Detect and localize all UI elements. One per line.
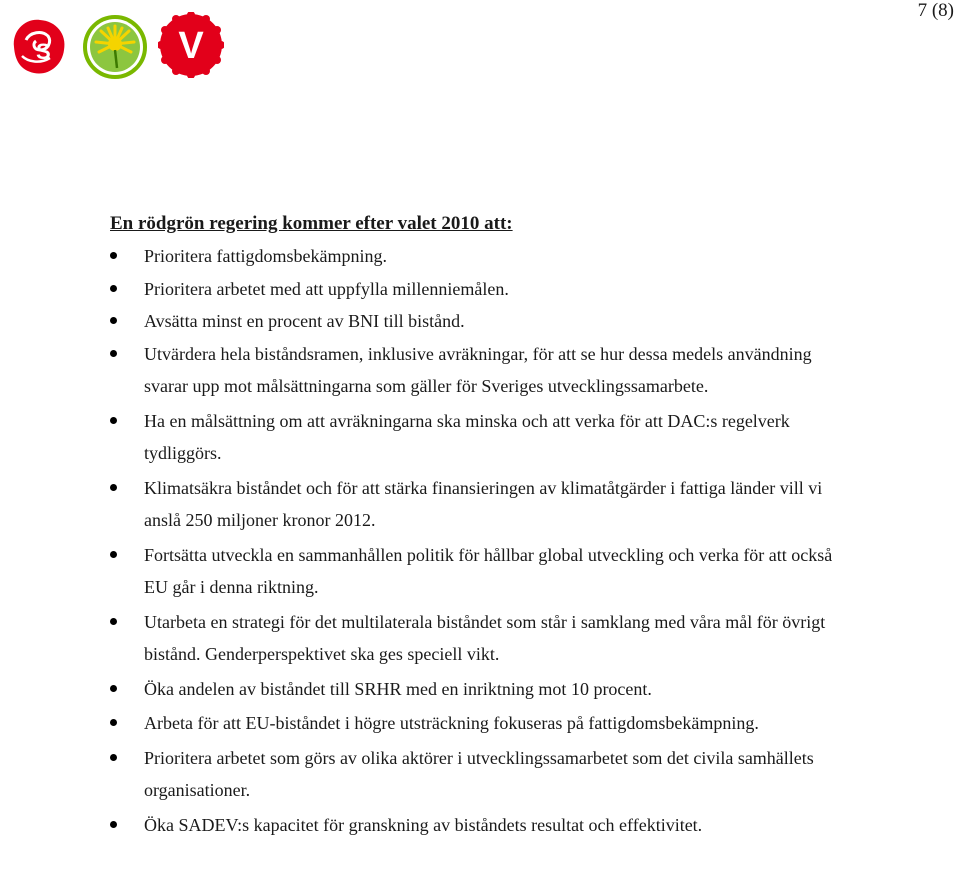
list-item: Utarbeta en strategi för det multilaterala biståndet som står i samklang med våra mål för övrigt bistånd. Genderperspektivet ska ges speciell vikt. [110,606,840,671]
bullet-icon [110,350,117,357]
list-item: Öka SADEV:s kapacitet för granskning av biståndets resultat och effektivitet. [110,809,840,842]
list-item: Öka andelen av biståndet till SRHR med en inriktning mot 10 procent. [110,673,840,706]
section-heading: En rödgrön regering kommer efter valet 2010 att: [110,213,513,234]
list-item: Avsätta minst en procent av BNI till bistånd. [110,305,840,338]
bullet-icon [110,252,117,259]
bullet-icon [110,551,117,558]
bullet-icon [110,285,117,292]
svg-text:S: S [36,39,51,64]
bullet-icon [110,484,117,491]
list-item: Utvärdera hela biståndsramen, inklusive avräkningar, för att se hur dessa medels användning svarar upp mot målsättningarna som gäller för Sveriges utvecklingssamarbete. [110,338,840,403]
bullet-icon [110,618,117,625]
bullet-icon [110,417,117,424]
social-democrats-rose-logo [4,12,74,82]
bullet-icon [110,317,117,324]
green-party-dandelion-logo [79,12,151,82]
left-party-v-logo [158,12,224,78]
list-item: Prioritera arbetet med att uppfylla millenniemålen. [110,273,840,306]
bullet-icon [110,754,117,761]
bullet-icon [110,685,117,692]
list-item: Prioritera fattigdomsbekämpning. [110,240,840,273]
list-item: Ha en målsättning om att avräkningarna ska minska och att verka för att DAC:s regelverk tydliggörs. [110,405,840,470]
list-item: Klimatsäkra biståndet och för att stärka finansieringen av klimatåtgärder i fattiga länder vill vi anslå 250 miljoner kronor 2012. [110,472,840,537]
svg-text:V: V [178,25,204,67]
page-number: 7 (8) [917,0,954,21]
list-item: Arbeta för att EU-biståndet i högre utsträckning fokuseras på fattigdomsbekämpning. [110,707,840,740]
list-item: Prioritera arbetet som görs av olika aktörer i utvecklingssamarbetet som det civila samhällets organisationer. [110,742,840,807]
bullet-icon [110,821,117,828]
bullet-icon [110,719,117,726]
list-item: Fortsätta utveckla en sammanhållen politik för hållbar global utveckling och verka för att också EU går i denna riktning. [110,539,840,604]
bullet-list [110,240,840,841]
